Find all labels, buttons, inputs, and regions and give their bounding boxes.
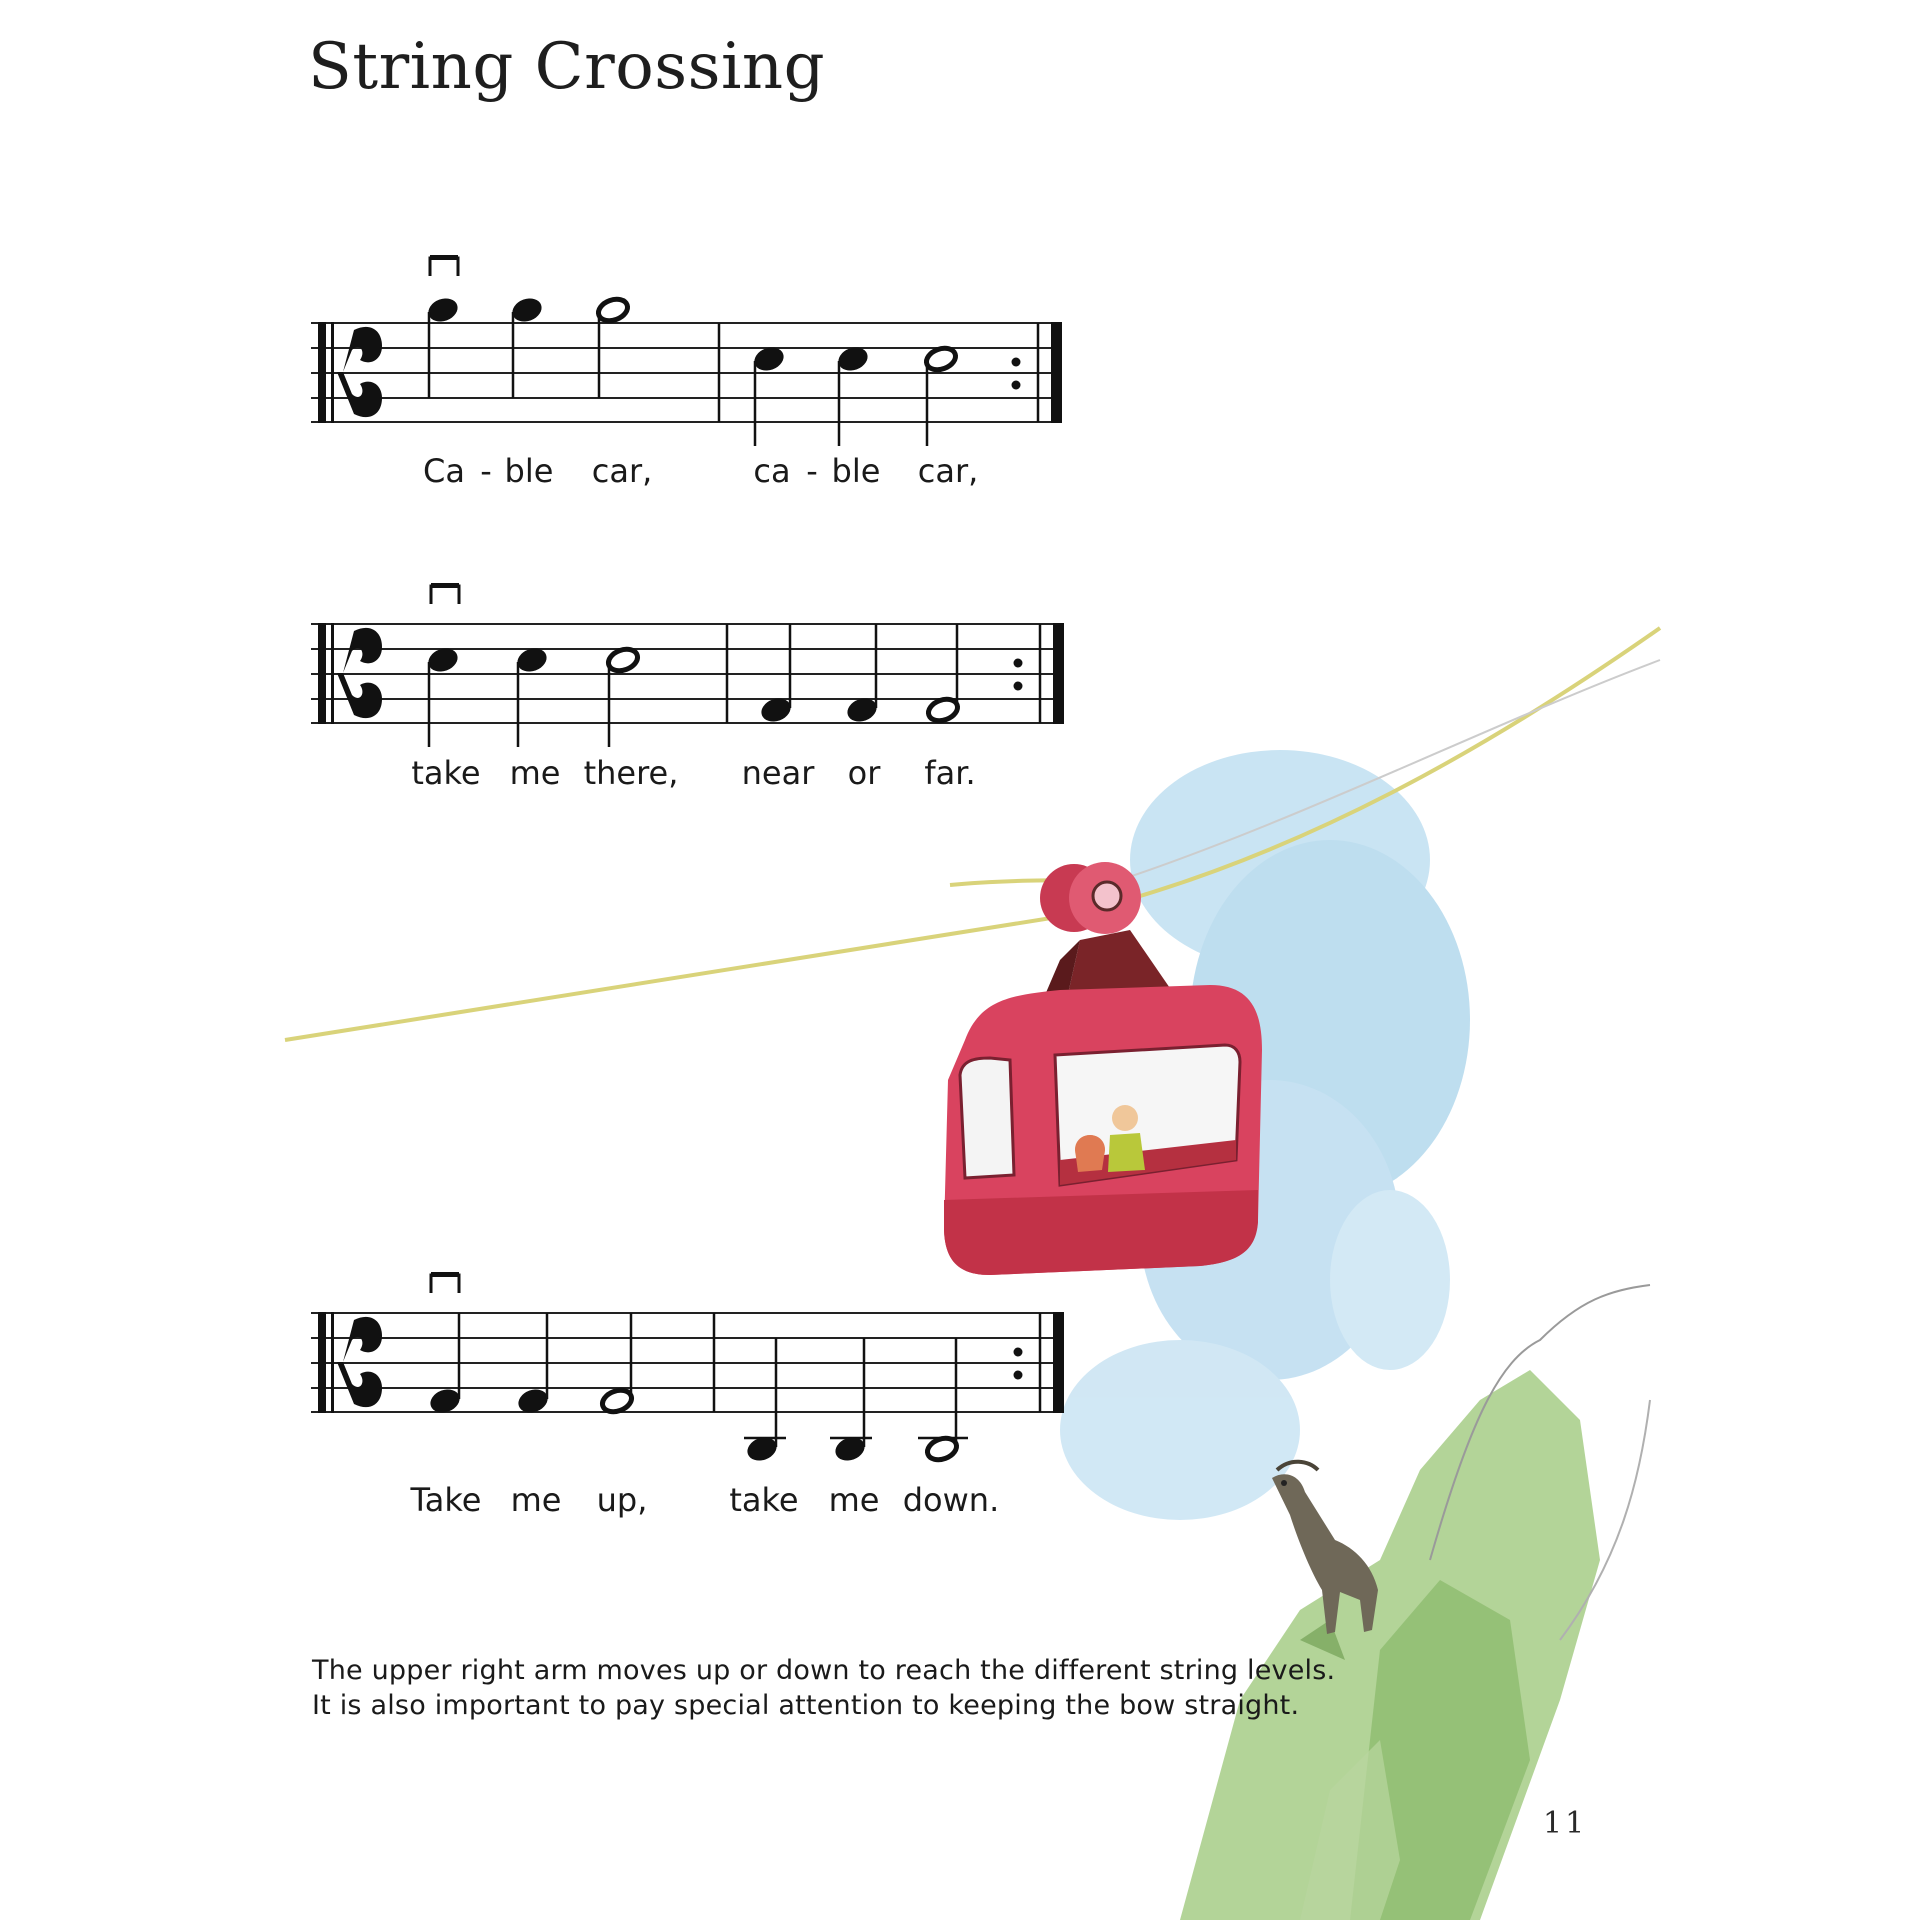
staff-lines xyxy=(311,624,1062,723)
lyric-syllable: near xyxy=(741,754,815,792)
lyric-syllable: there, xyxy=(583,754,679,792)
lyric-syllable: car, xyxy=(917,452,979,490)
music-system-3 xyxy=(311,1272,1064,1464)
lyric-syllable: Ca xyxy=(423,452,465,490)
lyric-syllable: far. xyxy=(924,754,976,792)
staff-lines xyxy=(311,323,1062,422)
lyric-syllable: down. xyxy=(902,1481,1000,1519)
notes xyxy=(425,295,958,446)
music-system-2 xyxy=(311,583,1064,747)
lyric-syllable: Take xyxy=(410,1481,482,1519)
down-bow-icon xyxy=(431,583,459,604)
page-title: String Crossing xyxy=(308,30,826,104)
instruction-line-2: It is also important to pay special attention to keeping the bow straight. xyxy=(312,1690,1300,1721)
lyric-syllable: up, xyxy=(596,1481,648,1519)
staff-lines xyxy=(311,1313,1062,1412)
page-number: 11 xyxy=(1543,1806,1588,1841)
lyric-syllable: or xyxy=(847,754,881,792)
lyric-syllable: car, xyxy=(591,452,653,490)
lyric-syllable: ble xyxy=(504,452,554,490)
notes xyxy=(425,624,960,747)
lyric-syllable: ca xyxy=(753,452,791,490)
instruction-line-1: The upper right arm moves up or down to reach the different string levels. xyxy=(312,1655,1336,1686)
lyric-hyphen: - xyxy=(480,452,492,490)
lyric-syllable: ble xyxy=(831,452,881,490)
cable-car-illustration xyxy=(285,628,1660,1920)
music-system-1 xyxy=(311,255,1062,446)
lyric-syllable: me xyxy=(509,754,561,792)
lyric-syllable: take xyxy=(729,1481,799,1519)
lyric-syllable: me xyxy=(510,1481,562,1519)
mountain-goat xyxy=(1272,1462,1378,1634)
lyric-hyphen: - xyxy=(806,452,818,490)
down-bow-icon xyxy=(431,1272,459,1293)
down-bow-icon xyxy=(430,255,458,276)
lyric-syllable: me xyxy=(828,1481,880,1519)
lyric-syllable: take xyxy=(411,754,481,792)
